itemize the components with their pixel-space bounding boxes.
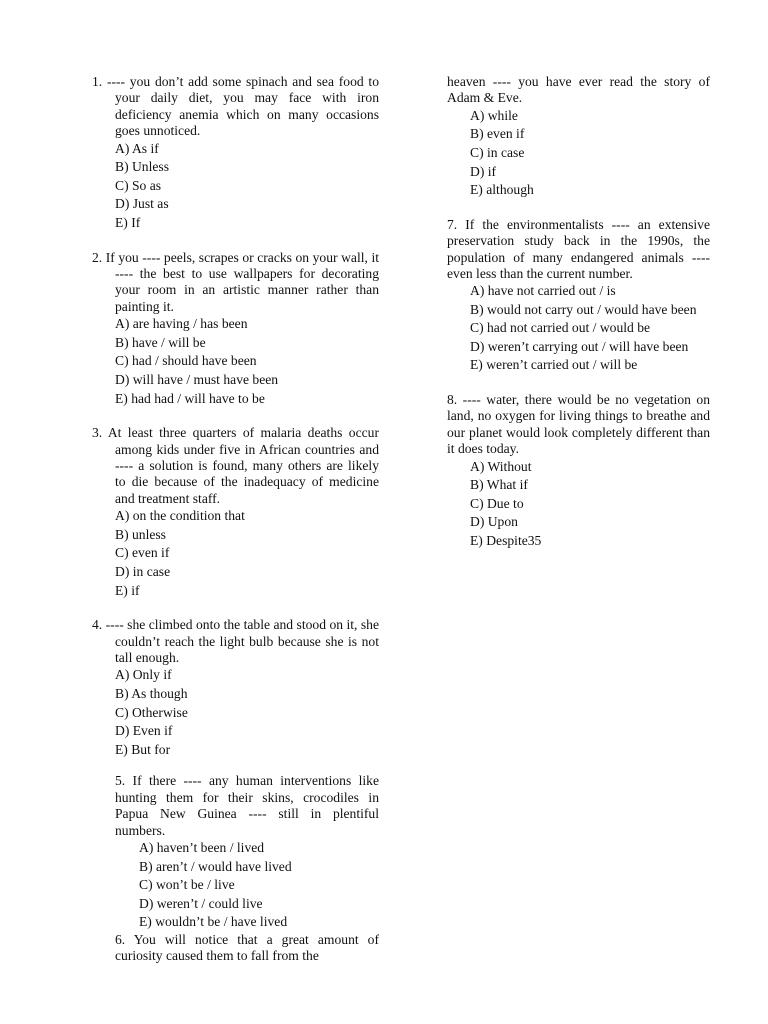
answer-option-c: C) So as <box>115 177 162 193</box>
answer-option-e: E) if <box>115 582 140 598</box>
question-stem: 5. If there ---- any human interventions like hunting them for their skins, crocodiles in Papua New Guinea ---- still in plentiful numbers. <box>115 773 379 838</box>
answer-options <box>92 839 379 932</box>
left-column <box>92 74 379 965</box>
answer-option-c: C) in case <box>470 145 525 160</box>
answer-option-e: E) had had / will have to be <box>115 390 265 406</box>
question-6-start <box>92 932 379 965</box>
answer-option-e: E) wouldn’t be / have lived <box>139 914 288 930</box>
answer-option-a: A) Without <box>470 458 532 474</box>
answer-option-d: D) weren’t carrying out / will have been <box>470 339 689 354</box>
question-4 <box>92 617 379 759</box>
answer-option-b: B) have / will be <box>115 334 206 350</box>
answer-option-c: C) had not carried out / would be <box>470 320 651 336</box>
answer-options <box>447 107 710 200</box>
question-5 <box>92 773 379 932</box>
answer-option-c: C) won’t be / live <box>139 877 235 893</box>
question-stem: 8. ---- water, there would be no vegetation on land, no oxygen for living things to breathe and our planet would look completely different than it does today. <box>447 392 710 457</box>
question-3 <box>92 425 379 600</box>
answer-option-b: B) What if <box>470 477 528 493</box>
answer-option-a: A) while <box>470 107 518 123</box>
answer-option-d: D) Upon <box>470 514 518 530</box>
answer-option-b: B) unless <box>115 526 166 542</box>
question-stem: 7. If the environmentalists ---- an extensive preservation study back in the 1990s, the population of many endangered animals ---- even less than the current number. <box>447 216 710 281</box>
question-8 <box>447 392 710 551</box>
answer-options <box>92 315 379 408</box>
answer-option-c: C) Due to <box>470 495 524 511</box>
answer-options <box>92 140 379 233</box>
question-stem: 4. ---- she climbed onto the table and stood on it, she couldn’t reach the light bulb because she is not tall enough. <box>92 617 379 665</box>
answer-options <box>447 458 710 551</box>
answer-option-a: A) As if <box>115 140 159 156</box>
answer-option-d: D) Just as <box>115 196 169 212</box>
answer-option-d: D) in case <box>115 564 171 579</box>
answer-options <box>92 666 379 759</box>
answer-options <box>92 507 379 600</box>
answer-option-d: D) weren’t / could live <box>139 895 263 911</box>
question-stem: 2. If you ---- peels, scrapes or cracks on your wall, it ---- the best to use wallpapers for decorating your room in an artistic manner rather than painting it. <box>92 249 379 314</box>
question-stem: 3. At least three quarters of malaria deaths occur among kids under five in African countries and ---- a solution is found, many others are likely to die because of the inadequacy of medicine and treatment staff. <box>92 425 379 506</box>
question-7 <box>447 217 710 375</box>
answer-option-c: C) had / should have been <box>115 353 257 369</box>
answer-option-a: A) on the condition that <box>115 508 245 524</box>
question-6-continued <box>447 74 710 200</box>
answer-option-b: B) aren’t / would have lived <box>139 858 292 874</box>
answer-option-b: B) even if <box>470 126 525 142</box>
answer-option-e: E) Despite35 <box>470 533 542 548</box>
answer-options <box>447 282 710 375</box>
question-stem: 6. You will notice that a great amount of curiosity caused them to fall from the <box>115 931 379 964</box>
answer-option-a: A) Only if <box>115 667 172 683</box>
answer-option-d: D) Even if <box>115 723 173 739</box>
answer-option-c: C) even if <box>115 545 170 561</box>
answer-option-d: D) if <box>470 163 497 179</box>
answer-option-b: B) would not carry out / would have been <box>470 302 697 317</box>
answer-option-d: D) will have / must have been <box>115 372 279 387</box>
answer-option-e: E) If <box>115 215 141 230</box>
answer-option-b: B) Unless <box>115 159 169 175</box>
answer-option-e: E) although <box>470 182 534 198</box>
right-column <box>447 74 710 551</box>
answer-option-a: A) have not carried out / is <box>470 283 616 299</box>
answer-option-e: E) weren’t carried out / will be <box>470 357 638 373</box>
answer-option-a: A) haven’t been / lived <box>139 840 265 855</box>
answer-option-c: C) Otherwise <box>115 704 188 720</box>
question-stem: 1. ---- you don’t add some spinach and sea food to your daily diet, you may face with iron deficiency anemia which on many occasions goes unnoticed. <box>92 74 379 139</box>
question-1 <box>92 74 379 233</box>
question-2 <box>92 250 379 409</box>
answer-option-a: A) are having / has been <box>115 316 248 332</box>
answer-option-e: E) But for <box>115 741 171 757</box>
answer-option-b: B) As though <box>115 686 188 701</box>
question-stem: heaven ---- you have ever read the story of Adam & Eve. <box>447 74 710 106</box>
